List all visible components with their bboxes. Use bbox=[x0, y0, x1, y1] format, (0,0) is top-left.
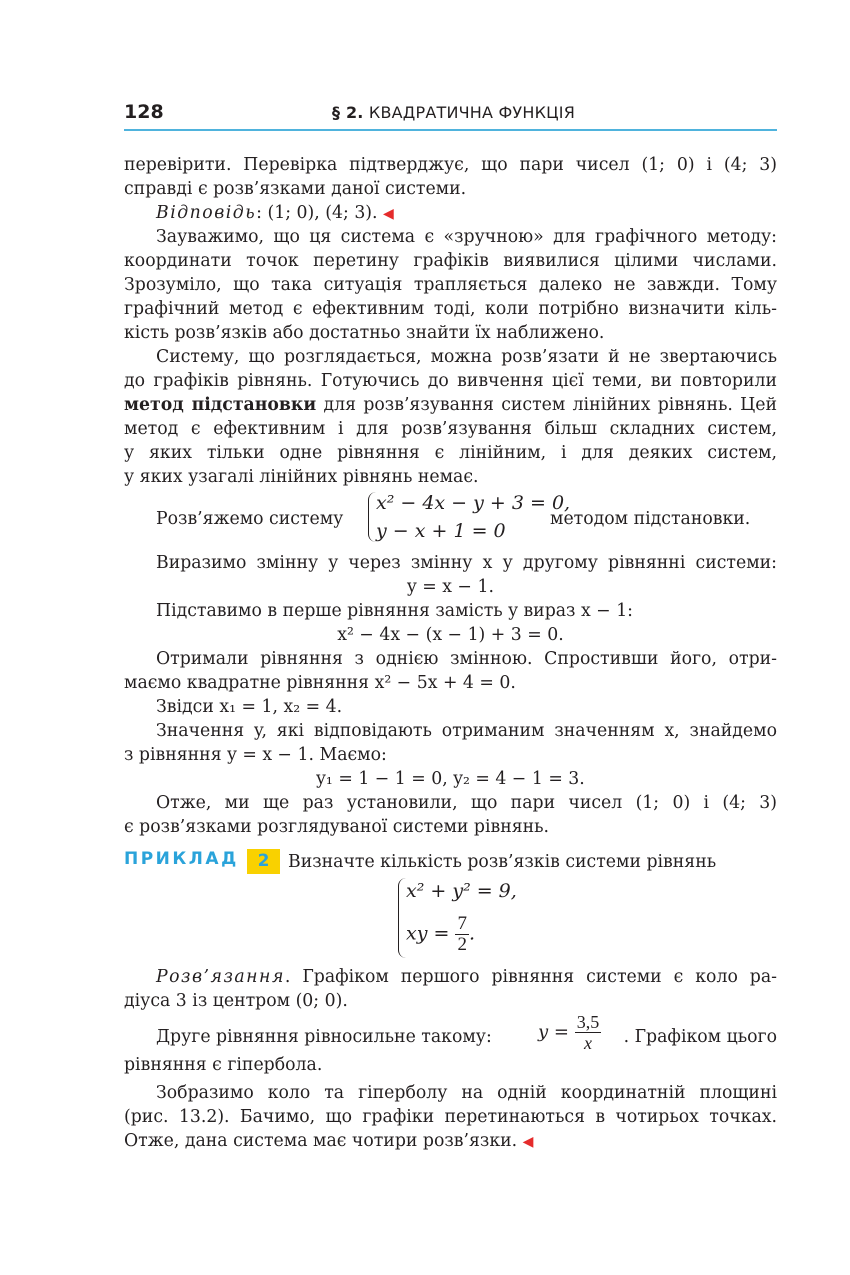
solution-label: Розв’язання bbox=[156, 967, 285, 987]
text-line: Значення y, які відповідають отриманим значенням x, знайдемо bbox=[156, 721, 777, 741]
solve-prefix: Розв’яжемо систему bbox=[156, 509, 344, 529]
end-marker-icon: ◀ bbox=[522, 1134, 534, 1150]
text-line: координати точок перетину графіків виявилися цілими числами. bbox=[124, 251, 777, 271]
system-equation: x² + y² = 9, bbox=[406, 880, 517, 902]
bold-term: метод підстановки bbox=[124, 395, 317, 415]
equation: y = x − 1. bbox=[407, 577, 494, 597]
text-line: перевірити. Перевірка підтверджує, що пари чисел (1; 0) і (4; 3) bbox=[124, 155, 777, 175]
fraction-denominator: x bbox=[583, 1033, 592, 1053]
text-line: у яких узагалі лінійних рівнянь немає. bbox=[124, 467, 479, 487]
text-line: Зауважимо, що ця система є «зручною» для графічного методу: bbox=[156, 227, 777, 247]
section-mark: § 2. bbox=[332, 103, 364, 122]
equation: y₁ = 1 − 1 = 0, y₂ = 4 − 1 = 3. bbox=[316, 769, 585, 789]
text-line: маємо квадратне рівняння x² − 5x + 4 = 0. bbox=[124, 673, 516, 693]
header-rule bbox=[124, 129, 777, 131]
text-line bbox=[124, 1129, 777, 1154]
text-line: до графіків рівнянь. Готуючись до вивчення цієї теми, ви повторили bbox=[124, 371, 777, 391]
text-line: Систему, що розглядається, можна розв’язати й не звертаючись bbox=[156, 347, 777, 367]
text-line: (рис. 13.2). Бачимо, що графіки перетинаються в чотирьох точках. bbox=[124, 1107, 777, 1127]
text-line: Звідси x₁ = 1, x₂ = 4. bbox=[156, 697, 343, 717]
text-line: рівняння є гіпербола. bbox=[124, 1055, 323, 1075]
text-fragment: . Графіком першого рівняння системи є коло ра- bbox=[284, 967, 777, 987]
page-header bbox=[124, 101, 777, 127]
system-equation: xy = $\frac{7}{2}$ . bbox=[406, 913, 476, 955]
equation-system-1 bbox=[364, 490, 571, 546]
text-line: з рівняння y = x − 1. Маємо: bbox=[124, 745, 387, 765]
equation-lhs: xy = bbox=[406, 922, 450, 945]
system-equation: x² − 4x − y + 3 = 0, bbox=[376, 492, 571, 514]
text-line: справді є розв’язками даної системи. bbox=[124, 179, 467, 199]
equation-inline bbox=[538, 1012, 601, 1053]
section-name: КВАДРАТИЧНА ФУНКЦІЯ bbox=[368, 103, 576, 122]
equation-system-2 bbox=[394, 876, 554, 962]
text-line: кість розв’язків або достатньо знайти їх наближено. bbox=[124, 323, 605, 343]
example-number-badge: 2 bbox=[247, 849, 280, 874]
section-title bbox=[332, 103, 575, 122]
text-line: Зрозуміло, що така ситуація трапляється далеко не завжди. Тому bbox=[124, 275, 777, 295]
text-fragment: . Графіком цього bbox=[623, 1027, 777, 1047]
text-line: є розв’язками розглядуваної системи рівнянь. bbox=[124, 817, 550, 837]
solution-line bbox=[156, 965, 777, 989]
text-line: Зобразимо коло та гіперболу на одній координатній площині bbox=[156, 1083, 777, 1103]
fraction-denominator: 2 bbox=[457, 934, 467, 955]
answer-line bbox=[156, 201, 777, 226]
text-fragment: для розв’язування систем лінійних рівнянь. Цей bbox=[316, 395, 777, 415]
solve-suffix: методом підстановки. bbox=[550, 509, 751, 529]
page-number: 128 bbox=[124, 101, 164, 123]
example-label: ПРИКЛАД bbox=[124, 849, 239, 869]
answer-text: : (1; 0), (4; 3). bbox=[256, 203, 378, 223]
text-line: у яких тільки одне рівняння є лінійним, і для деяких систем, bbox=[124, 443, 777, 463]
text-line: графічний метод є ефективним тоді, коли потрібно визначити кіль- bbox=[124, 299, 777, 319]
equation: x² − 4x − (x − 1) + 3 = 0. bbox=[337, 625, 564, 645]
end-marker-icon: ◀ bbox=[383, 206, 394, 222]
fraction bbox=[455, 914, 469, 955]
text-line: метод є ефективним і для розв’язування більш складних систем, bbox=[124, 419, 777, 439]
fraction-numerator: 3,5 bbox=[576, 1012, 600, 1032]
text-line: діуса 3 із центром (0; 0). bbox=[124, 991, 348, 1011]
text-line: Отже, ми ще раз установили, що пари чисел (1; 0) і (4; 3) bbox=[156, 793, 777, 813]
text-line: Підставимо в перше рівняння замість y вираз x − 1: bbox=[156, 601, 634, 621]
equation-lhs: y = bbox=[538, 1021, 569, 1043]
text-line: Друге рівняння рівносильне такому: bbox=[156, 1027, 492, 1047]
answer-label: Відповідь bbox=[156, 203, 257, 223]
system-equation: y − x + 1 = 0 bbox=[376, 520, 506, 542]
text-line: Виразимо змінну y через змінну x у другому рівнянні системи: bbox=[156, 553, 777, 573]
text-fragment: Отже, дана система має чотири розв’язки. bbox=[124, 1131, 518, 1151]
text-line bbox=[124, 393, 777, 417]
example-task: Визначте кількість розв’язків системи рівнянь bbox=[288, 852, 717, 872]
fraction-numerator: 7 bbox=[457, 913, 467, 934]
text-line: Отримали рівняння з однією змінною. Спростивши його, отри- bbox=[156, 649, 777, 669]
